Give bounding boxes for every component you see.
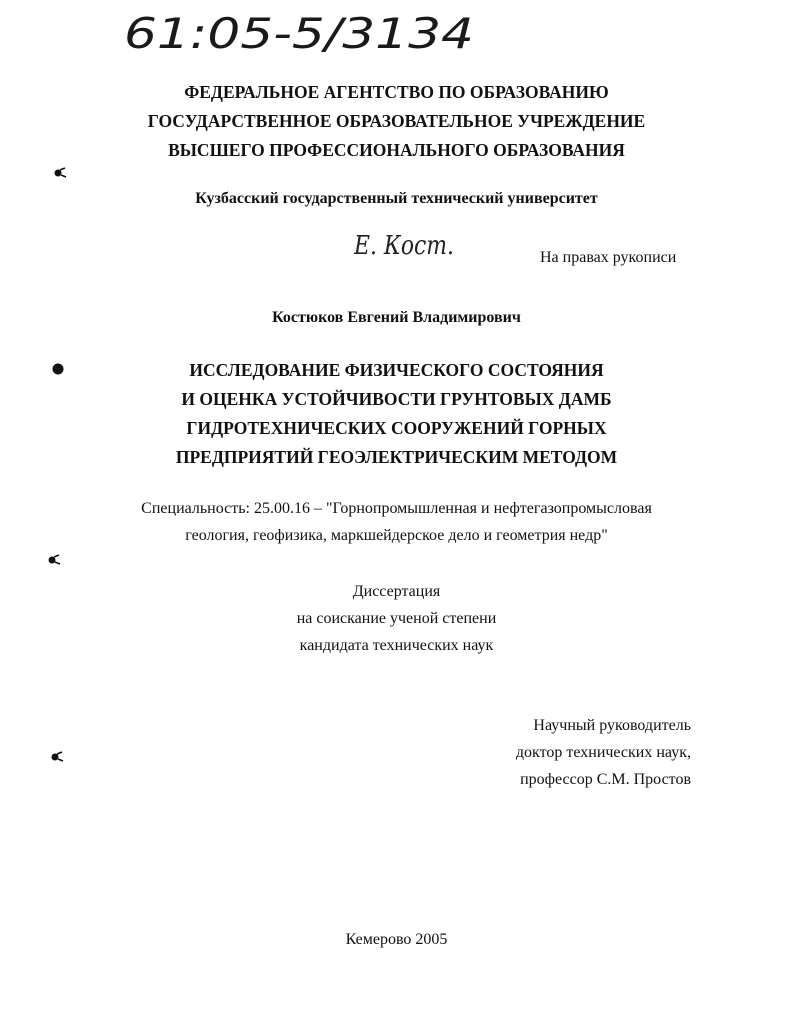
agency-line-2: ГОСУДАРСТВЕННОЕ ОБРАЗОВАТЕЛЬНОЕ УЧРЕЖДЕНИЕ (147, 111, 646, 131)
specialty-line-1: Специальность: 25.00.16 – "Горнопромышленная и нефтегазопромысловая (141, 500, 652, 517)
supervisor-line-2: доктор технических наук, (515, 744, 691, 761)
city-year: Кемерово 2005 (345, 931, 448, 948)
binder-mark-icon (50, 166, 68, 180)
title-line-1: ИССЛЕДОВАНИЕ ФИЗИЧЕСКОГО СОСТОЯНИЯ (189, 360, 604, 380)
degree-info (0, 578, 793, 659)
author-signature (352, 226, 462, 264)
binder-mark-icon (47, 750, 65, 764)
supervisor-info (516, 712, 691, 793)
binder-hole-icon (50, 361, 66, 377)
archive-code-text: 61:05-5/3134 (124, 9, 474, 58)
dissertation-title (0, 356, 793, 472)
degree-line-3: кандидата технических наук (299, 637, 494, 654)
author-name: Костюков Евгений Владимирович (272, 309, 521, 326)
title-line-3: ГИДРОТЕХНИЧЕСКИХ СООРУЖЕНИЙ ГОРНЫХ (186, 418, 607, 438)
manuscript-note: На правах рукописи (540, 249, 677, 266)
degree-line-1: Диссертация (352, 583, 441, 600)
specialty-line-2: геология, геофизика, маркшейдерское дело и геометрия недр" (185, 527, 608, 544)
agency-line-1: ФЕДЕРАЛЬНОЕ АГЕНТСТВО ПО ОБРАЗОВАНИЮ (184, 82, 609, 102)
agency-header (0, 78, 793, 165)
handwritten-archive-code (122, 4, 482, 60)
specialty (0, 495, 793, 549)
degree-line-2: на соискание ученой степени (296, 610, 497, 627)
title-line-4: ПРЕДПРИЯТИЙ ГЕОЭЛЕКТРИЧЕСКИМ МЕТОДОМ (175, 447, 618, 467)
signature-text: Е. Кост. (353, 231, 454, 261)
supervisor-line-3: профессор С.М. Простов (520, 771, 691, 788)
title-line-2: И ОЦЕНКА УСТОЙЧИВОСТИ ГРУНТОВЫХ ДАМБ (181, 389, 612, 409)
agency-line-3: ВЫСШЕГО ПРОФЕССИОНАЛЬНОГО ОБРАЗОВАНИЯ (168, 140, 625, 160)
supervisor-line-1: Научный руководитель (533, 717, 691, 734)
binder-mark-icon (44, 553, 62, 567)
university-name: Кузбасский государственный технический университет (195, 190, 598, 207)
